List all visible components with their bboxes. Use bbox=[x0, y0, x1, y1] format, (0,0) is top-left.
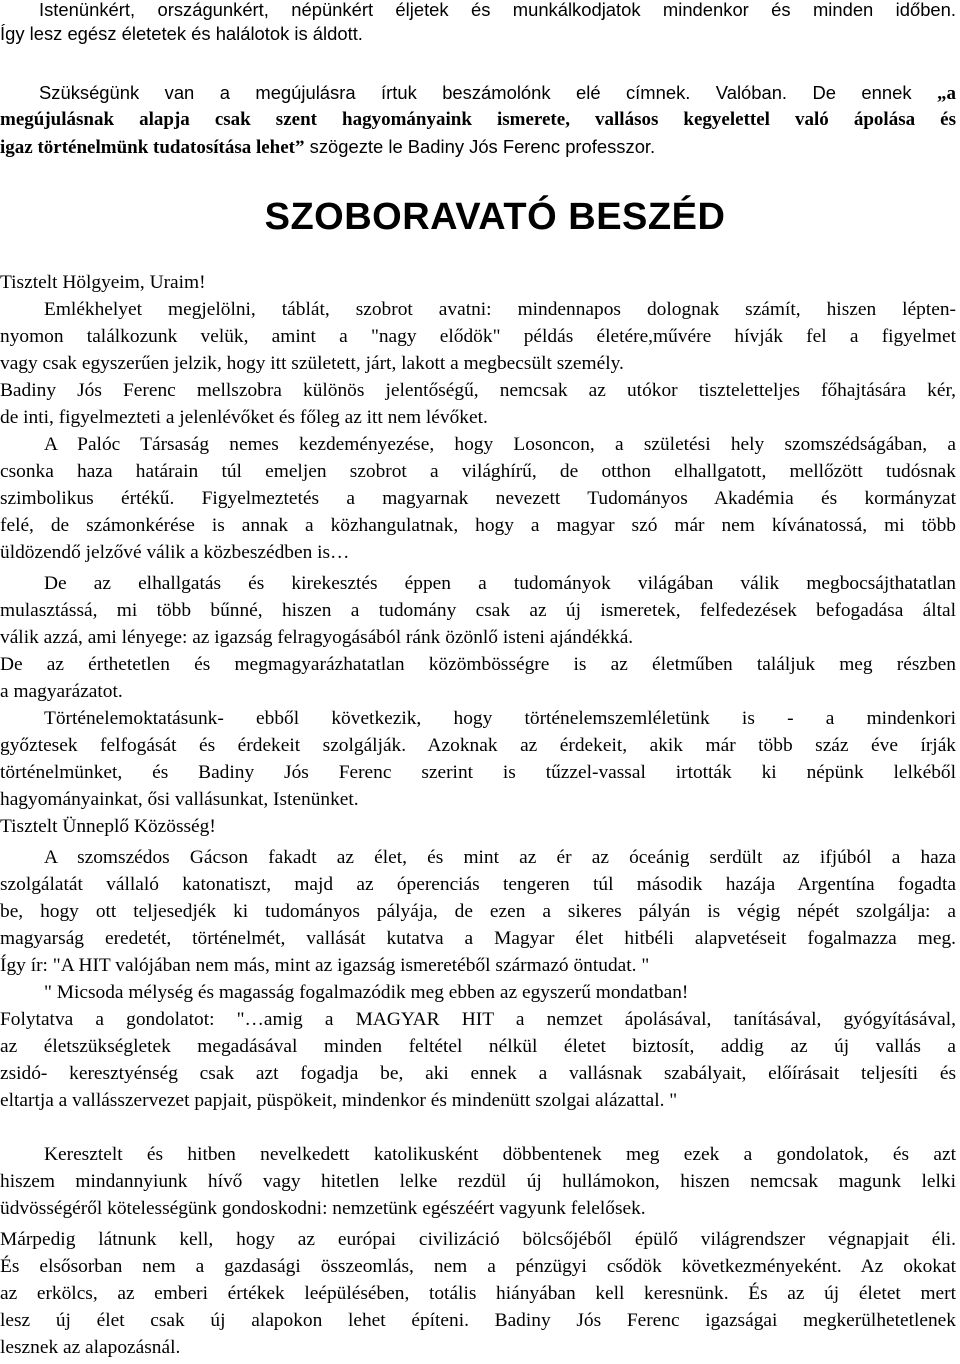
quote-line: megújulásnak alapja csak szent hagyományaink ismerete, vallásos kegyelettel való ápolása és bbox=[0, 109, 956, 130]
body-line: szolgálatát vállaló katonatiszt, majd az óperenciás tengeren túl második hazája Argentína fogadta bbox=[0, 874, 956, 895]
body-line: lesznek az alapozásnál. bbox=[0, 1337, 181, 1358]
body-line: Márpedig látnunk kell, hogy az európai civilizáció bölcsőjéből épülő világrendszer végnapjait éli. bbox=[0, 1229, 956, 1250]
body-line: üldözendő jelzővé válik a közbeszédben is… bbox=[0, 542, 350, 563]
body-line: győztesek felfogását és érdekeit szolgálják. Azoknak az érdekeit, akik már több száz éve írják bbox=[0, 735, 956, 756]
body-line: eltartja a vallásszervezet papjait, püspökeit, mindenkor és mindenütt szolgai alázattal. " bbox=[0, 1090, 678, 1111]
body-line: de inti, figyelmezteti a jelenlévőket és főleg az itt nem lévőket. bbox=[0, 407, 488, 428]
body-line: lesz új élet csak új alapokon lehet építeni. Badiny Jós Ferenc igazságai megkerülhetetlenek bbox=[0, 1310, 956, 1331]
quote-start: „a bbox=[937, 83, 956, 104]
intro-text: szögezte le Badiny Jós Ferenc professzor. bbox=[309, 136, 656, 157]
body-line: üdvösségéről kötelességünk gondoskodni: nemzetünk egészéért vagyunk felelősek. bbox=[0, 1198, 646, 1219]
body-line: vagy csak egyszerűen jelzik, hogy itt született, járt, lakott a megbecsült személy. bbox=[0, 353, 624, 374]
body-line: be, hogy ott teljesedjék ki tudományos pályája, de ezen a sikeres pályán is végig népét szolgálja: a bbox=[0, 901, 956, 922]
intro-line: Istenünkért, országunkért, népünkért éljetek és munkálkodjatok mindenkor és minden időben. bbox=[39, 0, 956, 20]
body-line: " Micsoda mélység és magasság fogalmazódik meg ebben az egyszerű mondatban! bbox=[44, 982, 689, 1003]
intro-text: Szükségünk van a megújulásra írtuk beszámolónk elé címnek. Valóban. De ennek bbox=[39, 82, 912, 103]
body-line: A Palóc Társaság nemes kezdeményezése, hogy Losoncon, a születési hely szomszédságában, a bbox=[44, 434, 956, 455]
body-line: válik azzá, ami lényege: az igazság felragyogásából ránk özönlő isteni ajándékká. bbox=[0, 627, 634, 648]
body-line: hagyományainkat, ősi vallásunkat, Istenünket. bbox=[0, 789, 359, 810]
body-line: Így ír: "A HIT valójában nem más, mint az igazság ismeretéből származó öntudat. " bbox=[0, 955, 650, 976]
intro-line bbox=[39, 79, 956, 106]
salutation: Tisztelt Ünneplő Közösség! bbox=[0, 816, 216, 837]
intro-line: Így lesz egész életetek és halálotok is áldott. bbox=[0, 23, 363, 44]
body-line: szimbolikus értékű. Figyelmeztetés a magyarnak nevezett Tudományos Akadémia és kormányzat bbox=[0, 488, 956, 509]
body-line: Keresztelt és hitben nevelkedett katolikusként döbbentenek meg ezek a gondolatok, és azt bbox=[44, 1144, 956, 1165]
salutation: Tisztelt Hölgyeim, Uraim! bbox=[0, 272, 206, 293]
body-line: a magyarázatot. bbox=[0, 681, 123, 702]
body-line: De az elhallgatás és kirekesztés éppen a tudományok világában válik megbocsájthatatlan bbox=[44, 573, 956, 594]
body-line: Történelemoktatásunk- ebből következik, hogy történelemszemléletünk is - a mindenkori bbox=[44, 708, 956, 729]
body-line: az életszükségletek megadásával minden feltétel nélkül életet biztosít, addig az új vallás a bbox=[0, 1036, 956, 1057]
body-line: hiszem mindannyiunk hívő vagy hitetlen lelke rezdül új hullámokon, hiszen nemcsak magunk lelki bbox=[0, 1171, 956, 1192]
body-line: És elsősorban nem a gazdasági összeomlás, nem a pénzügyi csődök következményeként. Az okokat bbox=[0, 1256, 956, 1277]
body-line: mulasztássá, mi több bűnné, hiszen a tudomány csak az új ismeretek, felfedezések befogadása által bbox=[0, 600, 956, 621]
body-line: nyomon találkozunk velük, amint a "nagy elődök" példás életére,művére hívják fel a figyelmet bbox=[0, 326, 956, 347]
body-line: felé, de számonkérése is annak a közhangulatnak, hogy a magyar szó már nem kívánatossá, mi több bbox=[0, 515, 956, 536]
body-line: Emlékhelyet megjelölni, táblát, szobrot avatni: mindennapos dolognak számít, hiszen lépten- bbox=[44, 299, 956, 320]
body-line: történelmünket, és Badiny Jós Ferenc szerint is tűzzel-vassal irtották ki népünk lelkéből bbox=[0, 762, 956, 783]
body-line: Folytatva a gondolatot: "…amig a MAGYAR HIT a nemzet ápolásával, tanításával, gyógyításával, bbox=[0, 1009, 956, 1030]
body-line: zsidó- keresztyénség csak azt fogadja be, aki ennek a vallásnak szabályait, előírásait teljesíti és bbox=[0, 1063, 956, 1084]
quote-end: igaz történelmünk tudatosítása lehet” bbox=[0, 137, 305, 158]
body-line: magyarság eredetét, történelmét, vallását kutatva a Magyar élet hitbéli alapvetéseit fogalmazza meg. bbox=[0, 928, 956, 949]
body-line: csonka haza határain túl emeljen szobrot a világhírű, de otthon elhallgatott, mellőzött tudósnak bbox=[0, 461, 956, 482]
body-line: De az érthetetlen és megmagyarázhatatlan közömbösségre is az életműben találjuk meg részben bbox=[0, 654, 956, 675]
page-title: SZOBORAVATÓ BESZÉD bbox=[264, 196, 726, 238]
quote-line bbox=[0, 133, 956, 160]
body-line: az erkölcs, az emberi értékek leépülésében, totális hiányában kell keresnünk. És az új életet mert bbox=[0, 1283, 956, 1304]
body-line: Badiny Jós Ferenc mellszobra különös jelentőségű, nemcsak az utókor tiszteletteljes főhajtására kér, bbox=[0, 380, 956, 401]
body-line: A szomszédos Gácson fakadt az élet, és mint az ér az óceánig serdült az ifjúból a haza bbox=[44, 847, 956, 868]
